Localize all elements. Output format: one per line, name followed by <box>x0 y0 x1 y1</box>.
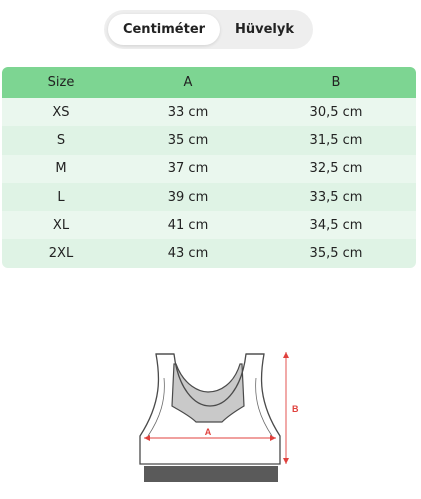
header-a: A <box>183 75 193 90</box>
unit-toggle <box>104 10 313 49</box>
table-row <box>2 183 416 211</box>
measure-a-cell: 41 cm <box>167 217 209 233</box>
measure-a-cell: 35 cm <box>167 132 209 148</box>
measure-b-cell: 34,5 cm <box>309 217 363 233</box>
size-cell: XS <box>52 104 70 120</box>
table-row <box>2 211 416 239</box>
measure-b-cell: 32,5 cm <box>309 161 363 177</box>
measure-b-arrow-bottom <box>283 458 289 464</box>
size-cell: L <box>57 189 65 205</box>
header-b: B <box>331 75 341 90</box>
size-cell: XL <box>52 217 70 233</box>
size-table <box>2 67 416 268</box>
unit-option-inch[interactable]: Hüvelyk <box>234 22 294 37</box>
measure-b-arrow-top <box>283 352 289 358</box>
table-row <box>2 126 416 154</box>
seam-right <box>256 378 272 436</box>
measure-a-label: A <box>204 427 212 437</box>
bottom-band <box>144 466 278 482</box>
measure-a-cell: 37 cm <box>167 161 209 177</box>
size-cell: S <box>56 132 66 148</box>
measure-a-cell: 39 cm <box>167 189 209 205</box>
table-header <box>2 67 416 98</box>
table-row <box>2 239 416 267</box>
header-size: Size <box>47 75 75 90</box>
measure-b-cell: 35,5 cm <box>309 246 363 262</box>
measure-b-label: B <box>292 404 299 414</box>
garment-figure <box>130 348 300 490</box>
measure-b-cell: 33,5 cm <box>309 189 363 205</box>
measure-b-cell: 31,5 cm <box>309 132 363 148</box>
measure-a-arrow-right <box>270 435 276 441</box>
measure-a-arrow-left <box>144 435 150 441</box>
measure-b-cell: 30,5 cm <box>309 104 363 120</box>
back-panel <box>172 364 244 422</box>
size-cell: 2XL <box>48 246 74 262</box>
measure-a-cell: 43 cm <box>167 246 209 262</box>
sports-bra-diagram <box>130 348 300 486</box>
unit-option-centimeter[interactable]: Centiméter <box>108 14 220 45</box>
seam-left <box>148 378 164 436</box>
measure-a-cell: 33 cm <box>167 104 209 120</box>
size-cell: M <box>55 161 67 177</box>
table-row <box>2 98 416 126</box>
table-row <box>2 155 416 183</box>
